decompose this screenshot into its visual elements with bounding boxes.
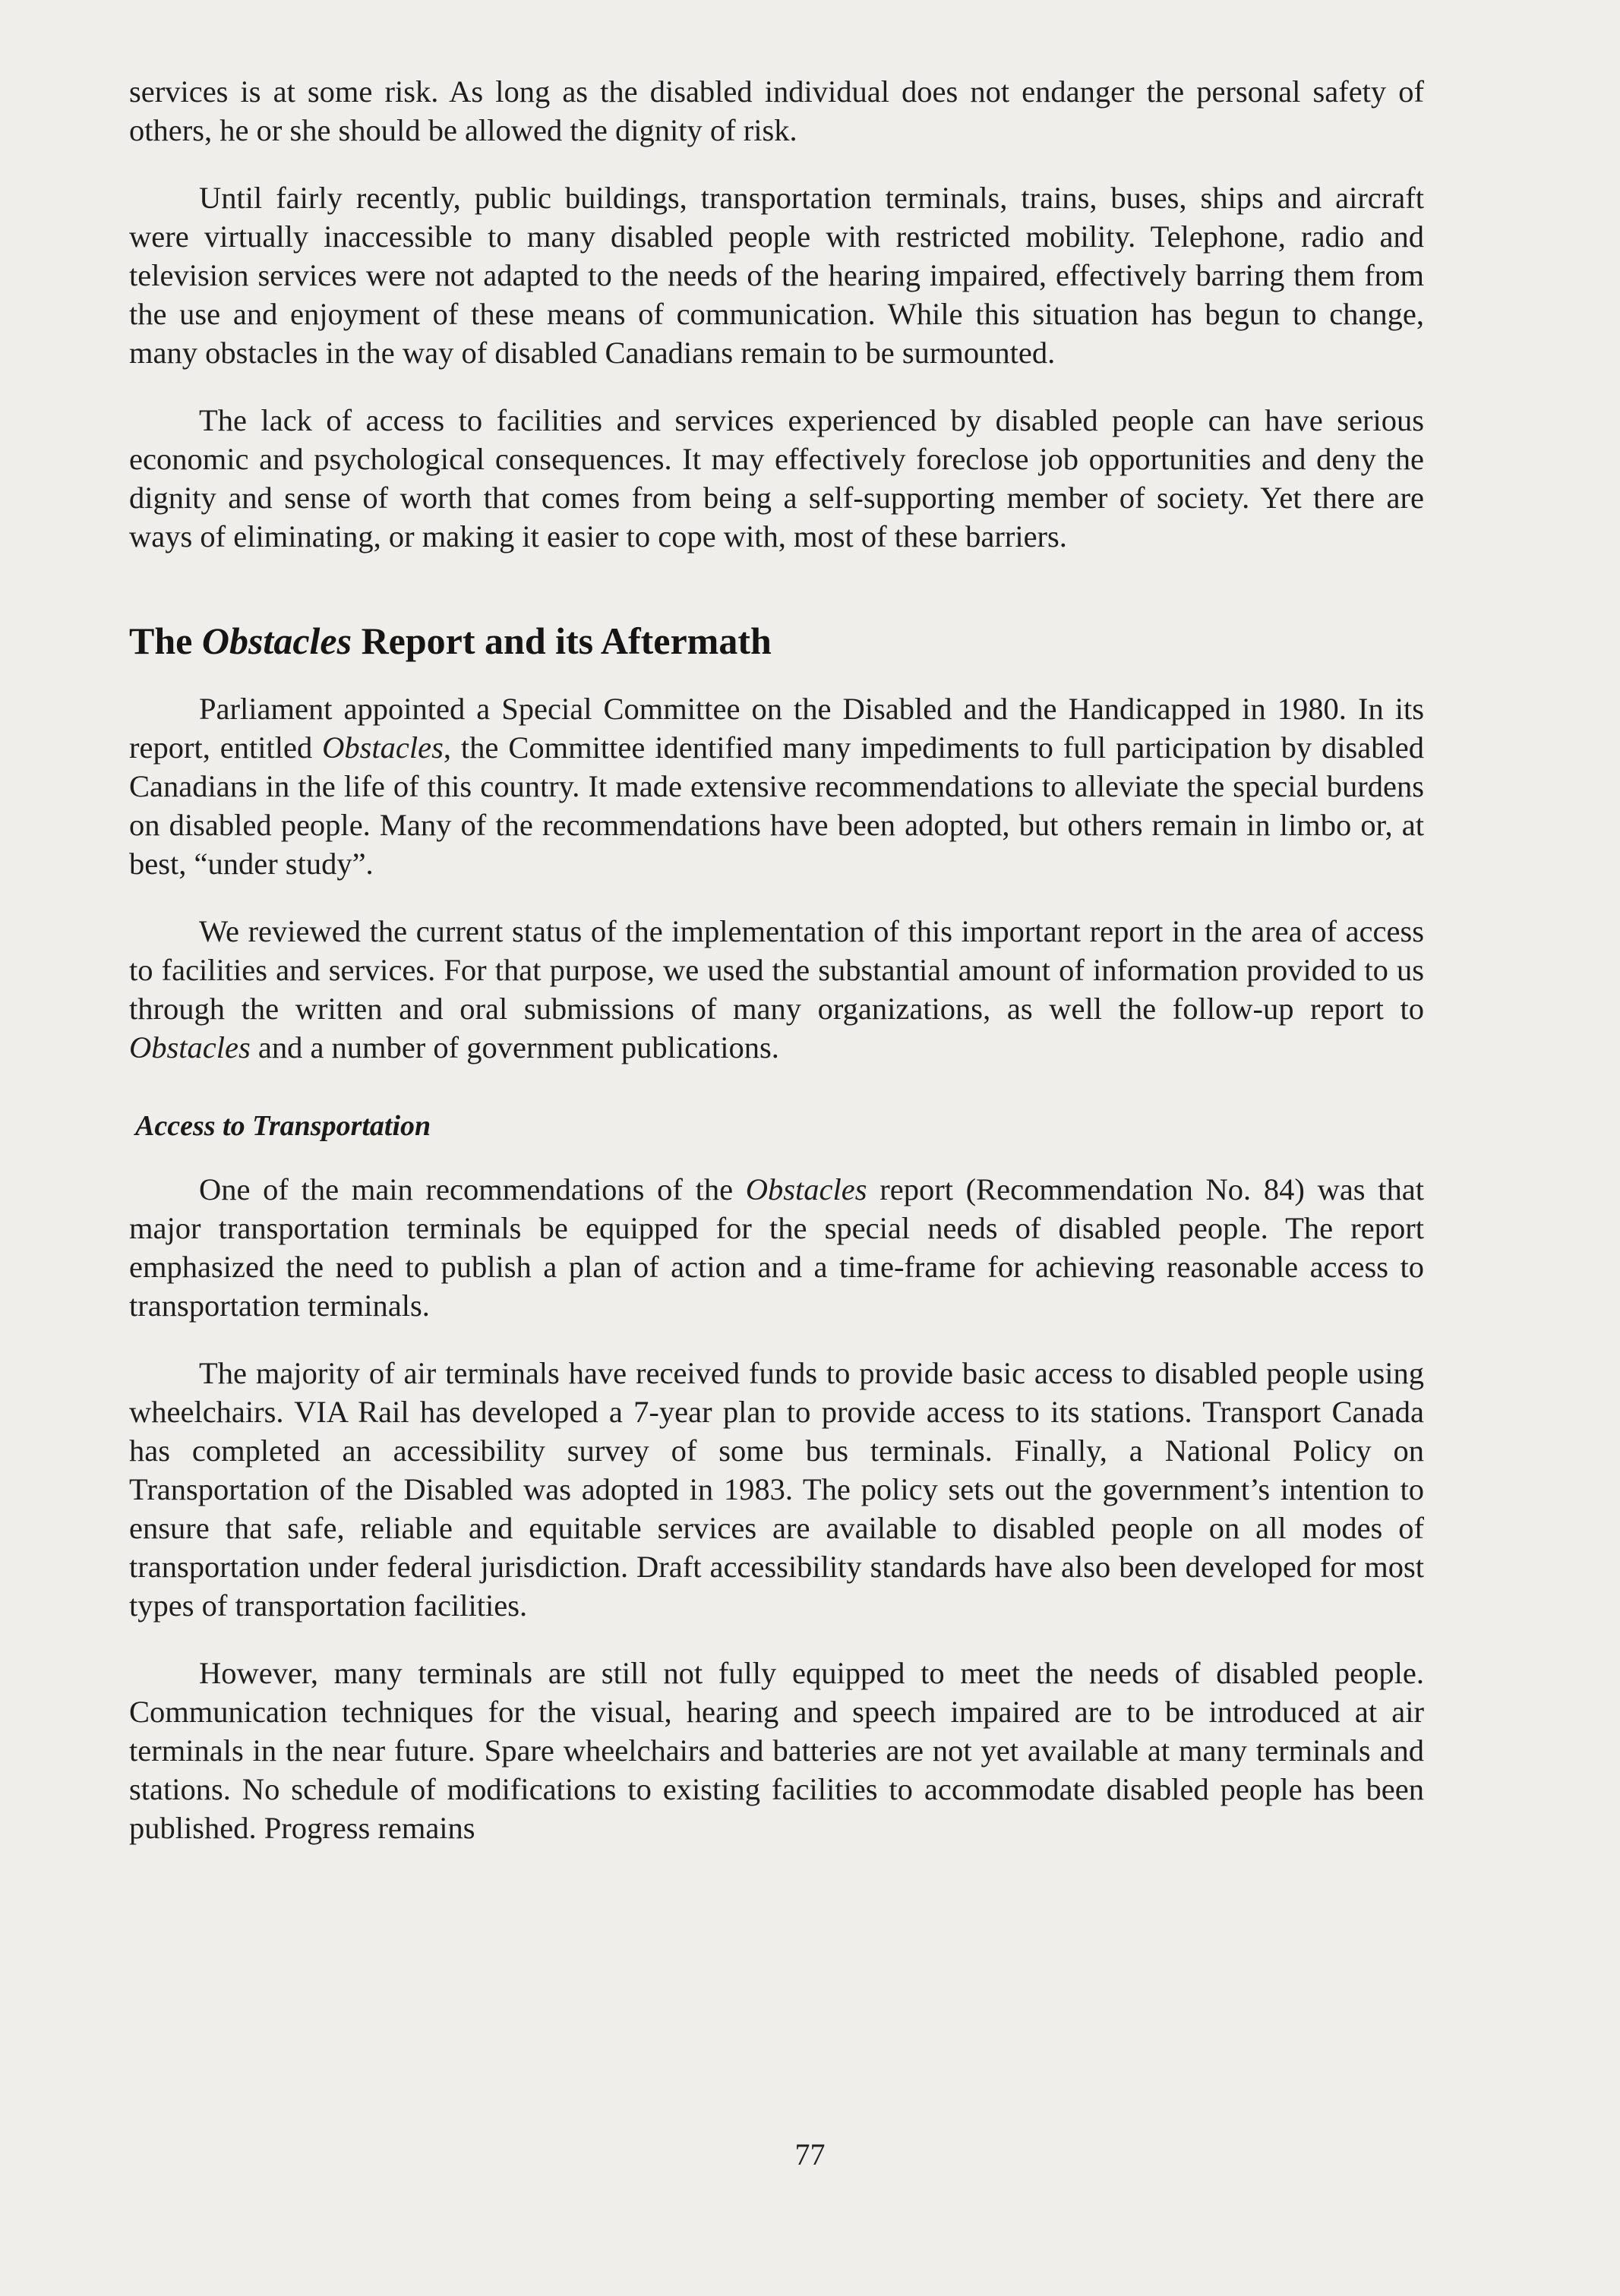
paragraph xyxy=(129,401,1424,556)
heading-part: Report and its Aftermath xyxy=(352,620,772,662)
paragraph-text: However, many terminals are still not fully equipped to meet the needs of disabled people. Communication techniques for the visual, hearing and speech impaired are to be introduced at air terminals in the near future. Spare wheelchairs and batteries are not yet available at many terminals and stations. No schedule of modifications to existing facilities to accommodate disabled people has been published. Progress remains xyxy=(129,1656,1424,1845)
paragraph xyxy=(129,72,1424,150)
paragraph xyxy=(129,1170,1424,1325)
paragraph-text: and a number of government publications. xyxy=(250,1030,779,1064)
paragraph xyxy=(129,912,1424,1067)
document-page xyxy=(129,72,1424,1876)
paragraph-text: The majority of air terminals have received funds to provide basic access to disabled people using wheelchairs. VIA Rail has developed a 7-year plan to provide access to its stations. Transport Canada has completed an accessibility survey of some bus terminals. Finally, a National Policy on Transportation of the Disabled was adopted in 1983. The policy sets out the government’s intention to ensure that safe, reliable and equitable services are available to disabled people on all modes of transportation under federal jurisdiction. Draft accessibility standards have also been developed for most types of transportation facilities. xyxy=(129,1356,1424,1623)
italic-title: Obstacles xyxy=(129,1030,251,1064)
heading-italic: Obstacles xyxy=(201,620,352,662)
paragraph xyxy=(129,1354,1424,1625)
paragraph-text: services is at some risk. As long as the disabled individual does not endanger the personal safety of others, he or she should be allowed the dignity of risk. xyxy=(129,74,1424,147)
paragraph-text: Until fairly recently, public buildings, transportation terminals, trains, buses, ships and aircraft were virtually inaccessible to many disabled people with restricted mobility. Telephone, radio and television services were not adapted to the needs of the hearing impaired, effectively barring them from the use and enjoyment of these means of communication. While this situation has begun to change, many obstacles in the way of disabled Canadians remain to be surmounted. xyxy=(129,181,1424,370)
paragraph xyxy=(129,689,1424,883)
paragraph xyxy=(129,178,1424,372)
paragraph-text: One of the main recommendations of the xyxy=(199,1172,746,1206)
paragraph-text: report (Recommendation No. 84) was that major transportation terminals be equipped for the special needs of disabled people. The report emphasized the need to publish a plan of action and a time-frame for achieving reasonable access to transportation terminals. xyxy=(129,1172,1424,1323)
paragraph-text: , the Committee identified many impediments to full participation by disabled Canadians in the life of this country. It made extensive recommendations to alleviate the special burdens on disabled people. Many of the recommendations have been adopted, but others remain in limbo or, at best, “under study”. xyxy=(129,730,1424,881)
subsection-heading: Access to Transportation xyxy=(135,1110,431,1142)
heading-part: The xyxy=(129,620,202,662)
paragraph-text: Parliament appointed a Special Committee on the Disabled and the Handicapped in 1980. In its report, entitled xyxy=(129,692,1424,765)
paragraph-text: The lack of access to facilities and services experienced by disabled people can have serious economic and psychological consequences. It may effectively foreclose job opportunities and deny the dignity and sense of worth that comes from being a self-supporting member of society. Yet there are ways of eliminating, or making it easier to cope with, most of these barriers. xyxy=(129,403,1424,554)
section-heading xyxy=(129,618,1424,664)
page-number: 77 xyxy=(794,2137,826,2171)
italic-title: Obstacles xyxy=(745,1172,867,1206)
paragraph-text: We reviewed the current status of the implementation of this important report in the area of access to facilities and services. For that purpose, we used the substantial amount of information provided to us through the written and oral submissions of many organizations, as well the follow-up report to xyxy=(129,914,1424,1026)
paragraph xyxy=(129,1654,1424,1847)
italic-title: Obstacles xyxy=(322,730,444,765)
